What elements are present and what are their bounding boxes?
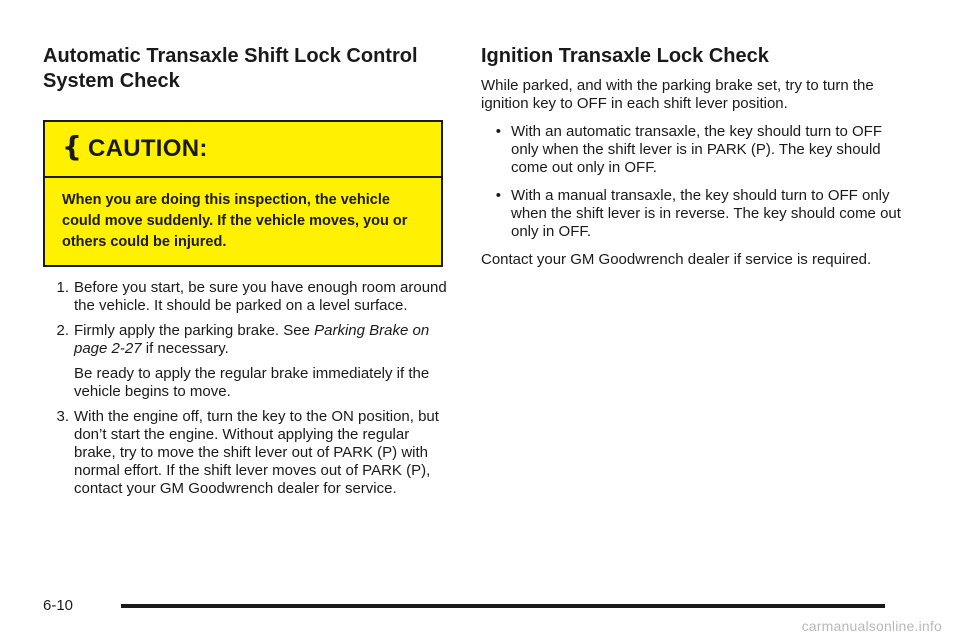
bullet-text: With an automatic transaxle, the key should turn to OFF only when the shift lever is in PARK (P). The key should come out only in OFF. — [511, 123, 883, 176]
caution-text: When you are doing this inspection, the vehicle could move suddenly. If the vehicle moves, you or others could be injured. — [45, 178, 441, 265]
step-note: Be ready to apply the regular brake immediately if the vehicle begins to move. — [74, 365, 430, 400]
list-item — [43, 365, 447, 401]
footer-rule — [121, 604, 885, 608]
caution-title: CAUTION: — [87, 135, 208, 162]
intro-paragraph: While parked, and with the parking brake set, try to turn the ignition key to OFF in each shift lever position. — [481, 77, 874, 112]
step-number: 3. — [56, 408, 69, 425]
step-number: 1. — [56, 279, 69, 296]
list-item — [43, 279, 447, 315]
step-text-before: Firmly apply the parking brake. See — [74, 322, 315, 339]
caution-icon: { — [62, 130, 82, 163]
caution-box — [43, 120, 443, 267]
left-column — [43, 44, 447, 505]
step-text-after: if necessary. — [141, 340, 229, 357]
list-item — [481, 187, 901, 241]
page-number: 6-10 — [43, 597, 74, 614]
list-item — [481, 123, 901, 177]
closing-paragraph: Contact your GM Goodwrench dealer if service is required. — [481, 251, 872, 268]
step-text: Before you start, be sure you have enough room around the vehicle. It should be parked on a level surface. — [74, 279, 447, 314]
list-item — [43, 408, 447, 498]
parking-brake-reference-link[interactable]: Parking Brake on page 2-27 — [74, 322, 430, 357]
step-text: With the engine off, turn the key to the ON position, but don’t start the engine. Without applying the regular brake, try to move the shift lever out of PARK (P) with normal effort. If the shift lever moves out of PARK (P), contact your GM Goodwrench dealer for service. — [74, 408, 439, 497]
right-column — [481, 44, 901, 279]
step-text — [74, 322, 447, 358]
list-item — [43, 322, 447, 358]
bullet-icon: • — [495, 187, 501, 204]
section-heading-shift-lock: Automatic Transaxle Shift Lock Control System Check — [43, 45, 418, 92]
step-number: 2. — [56, 322, 69, 339]
steps-list — [43, 279, 447, 498]
caution-header — [45, 122, 441, 178]
section-heading-ignition-lock: Ignition Transaxle Lock Check — [481, 45, 769, 67]
bullet-text: With a manual transaxle, the key should turn to OFF only when the shift lever is in reverse. The key should come out only in OFF. — [511, 187, 901, 240]
bullet-icon: • — [495, 123, 501, 140]
watermark: carmanualsonline.info — [801, 618, 942, 634]
bullet-list — [481, 123, 901, 241]
